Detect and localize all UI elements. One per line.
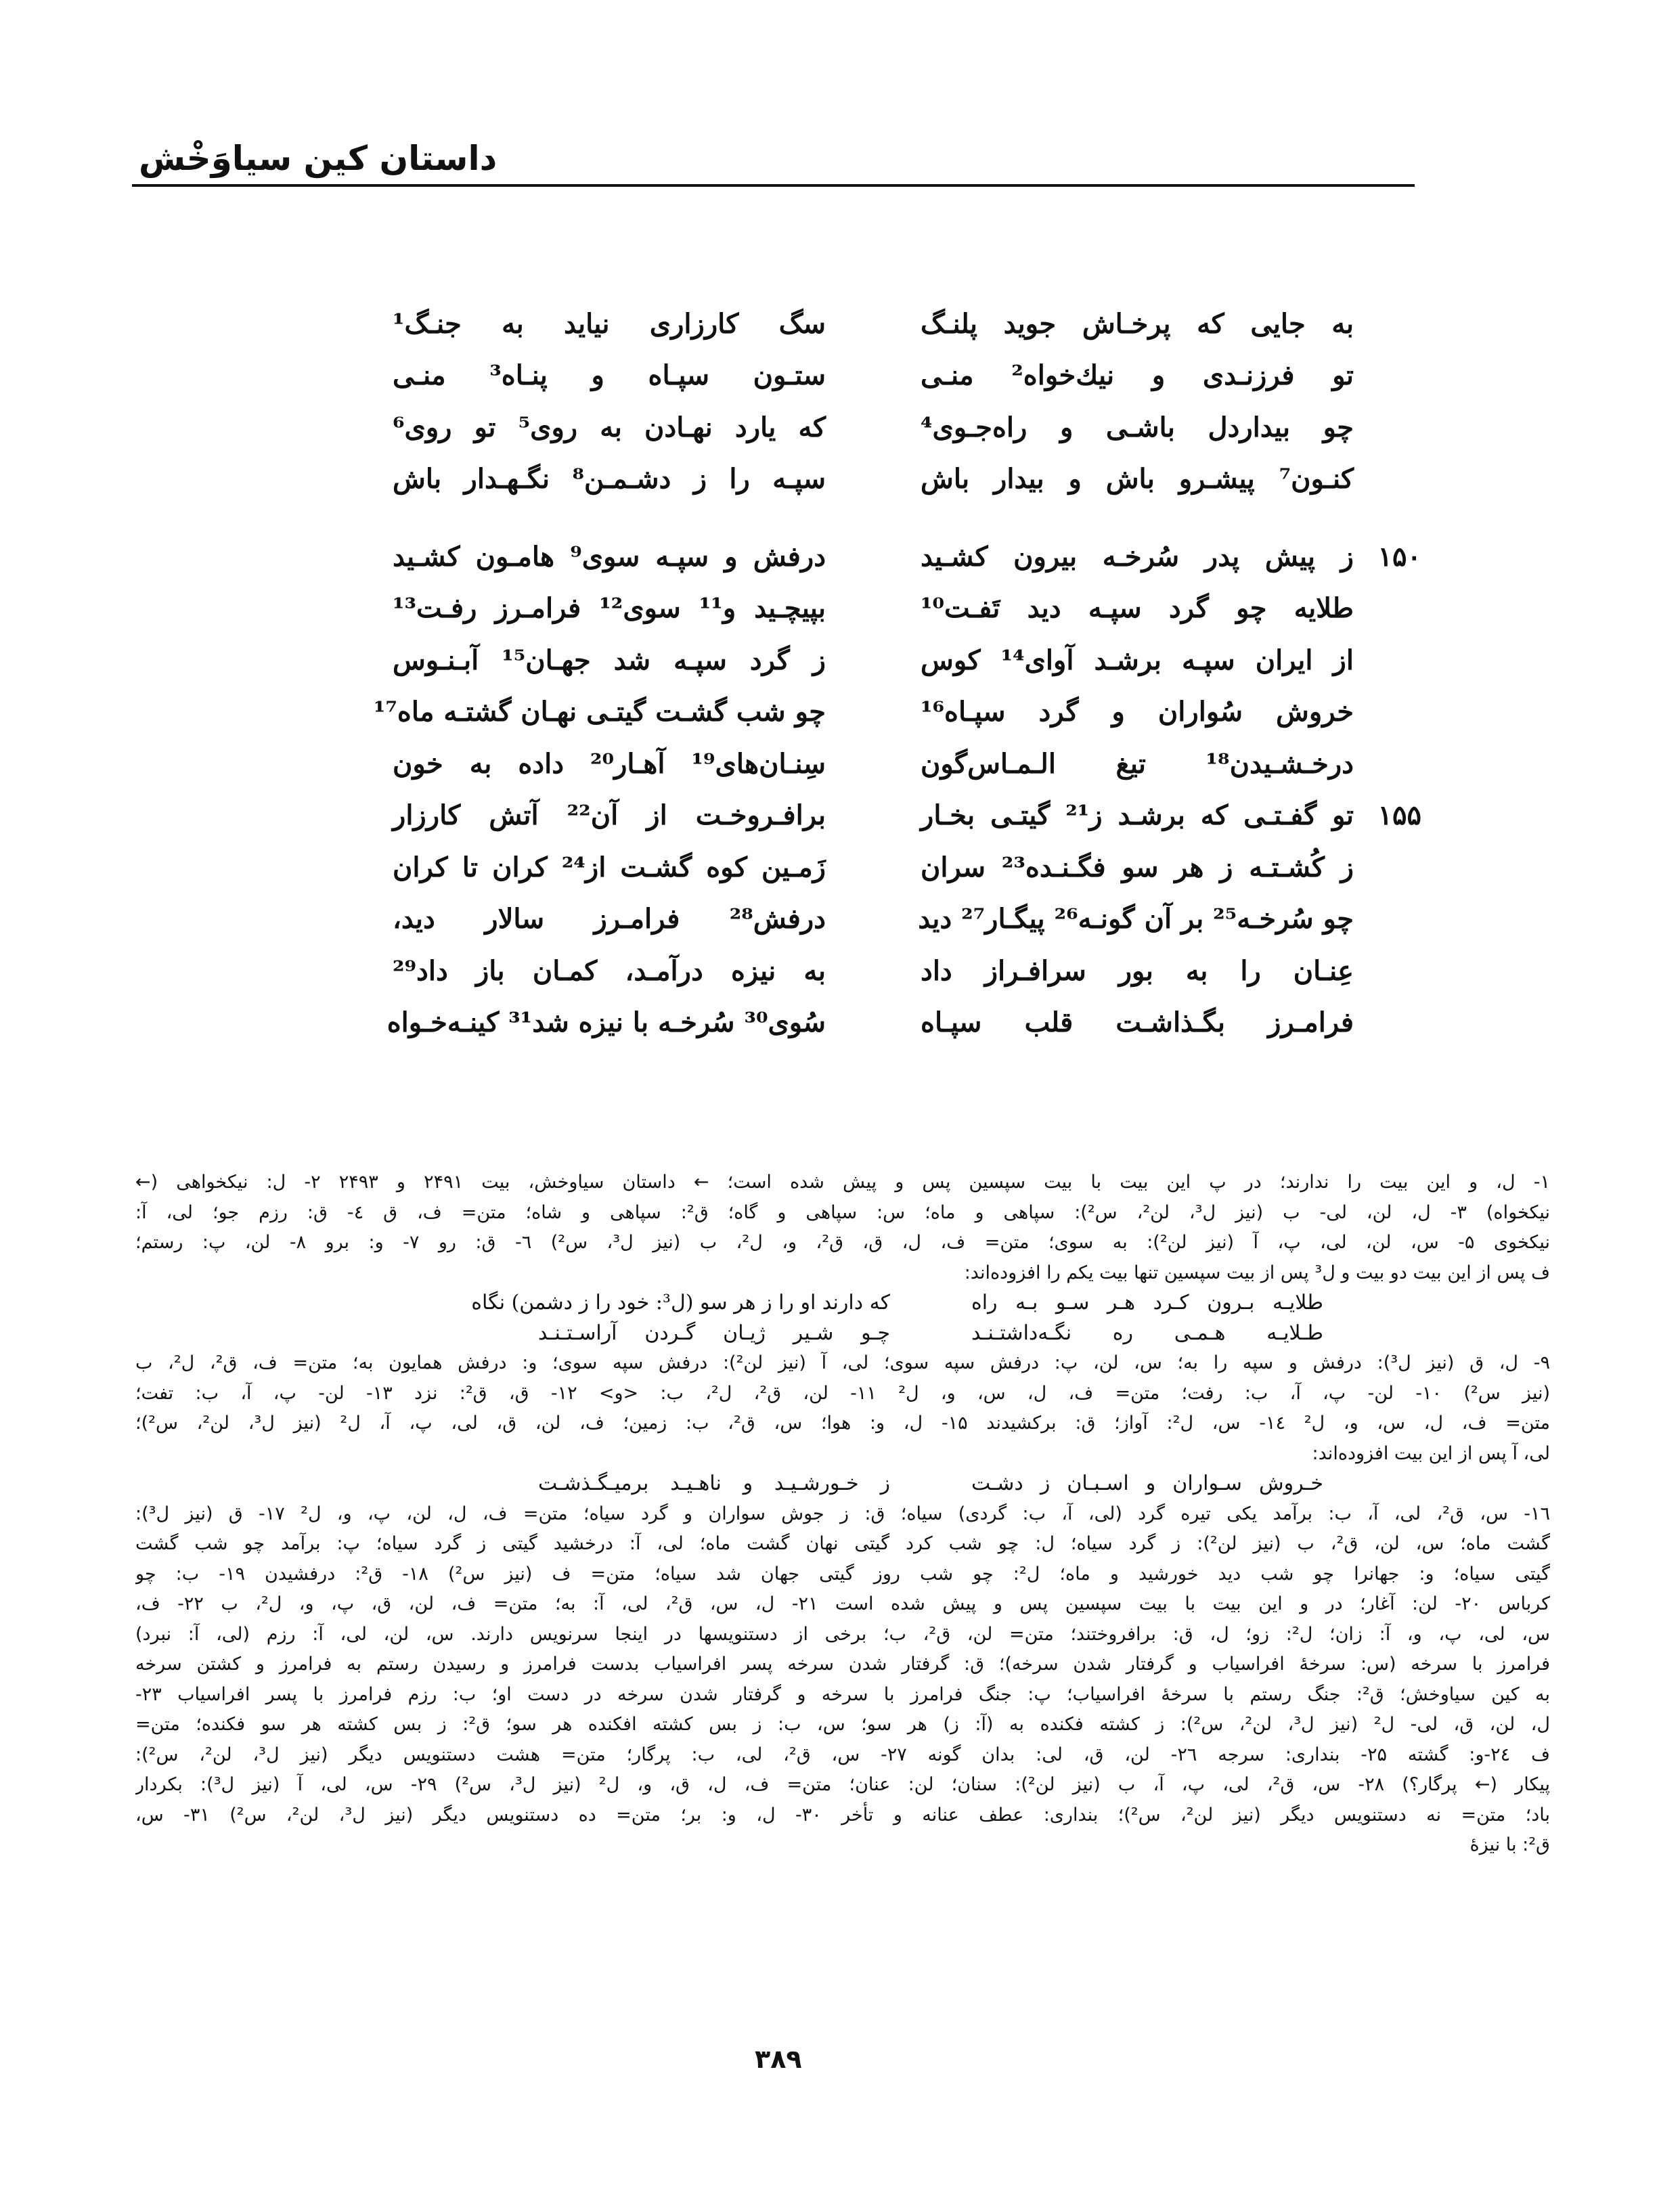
quoted-hemistich-first: خـروش سـواران و اسـبـان ز دشـت	[971, 1472, 1323, 1495]
footnote-line: (نیز س²) ۱۰- لن- پ، آ، ب: رفت؛ متن= ف، ل، س، و، ل² ۱۱- لن، ق²، ل²، ب: <و> ۱۲- ق، ق²: نزد ۱۳- لن- پ، آ، ب: تفت؛	[135, 1382, 1550, 1404]
footnote-line: کرباس ۲۰- لن: آغار؛ در و این بیت با بیت سپسین پس و پیش شده است ۲۱- ل، س، ق²، لی، آ: به؛ متن= ف، لن، ق، پ، و، ل²، ب ۲۲- ف،	[135, 1593, 1550, 1614]
footnote-line: لی، آ پس از این بیت افزوده‌اند:	[1312, 1442, 1550, 1464]
bayt	[244, 997, 1421, 1049]
bayt	[244, 634, 1421, 686]
hemistich-first: چو بیداردل باشـی و راه‌جـوی⁴	[921, 411, 1354, 443]
footnote-line: ۱- ل، و این بیت را ندارند؛ در پ این بیت با بیت سپسین پس و پیش شده است؛ ← داستان سیاوخش، بیت ۲۴۹۱ و ۲۴۹۳ ۲- ل: نیکخواهی (←	[135, 1172, 1550, 1193]
quoted-hemistich-second: چـو شـیر ژیـان گـردن آراسـتـنـد	[538, 1321, 890, 1345]
verse-block	[244, 298, 1421, 1074]
bayt	[244, 350, 1421, 402]
hemistich-first: عِنـان را به بور سرافـراز داد	[921, 954, 1354, 987]
hemistich-first: ز کُشـتـه ز هر سو فگـنـده²³ سران	[921, 851, 1354, 883]
stanza	[244, 298, 1421, 505]
footnote-line: گشت ماه؛ س، لن، ق²، ب (نیز لن²): ز گرد سیاه؛ ل: چو شب کرد گیتی نهان گشت ماه؛ لی، آ: درخشید گیتی ز گرد سیاه؛ پ: برآمد چو شب گشت	[135, 1533, 1550, 1554]
header-rule	[132, 184, 1415, 187]
bayt	[244, 401, 1421, 454]
hemistich-first: از ایران سپـه برشـد آوای¹⁴ کوس	[921, 644, 1354, 676]
footnote-line: ق²: با نیزهٔ	[1469, 1834, 1550, 1855]
quoted-hemistich-second: که دارند او را ز هر سو (ل³: خود را ز دشمن) نگاه	[471, 1291, 890, 1314]
running-title: داستان کین سیاوَخْش	[139, 139, 498, 178]
bayt	[244, 583, 1421, 635]
footnote-line: نیکخوی ۵- س، لن، لی، پ، آ (نیز لن²): به سوی؛ متن= ف، ل، ق، ق²، و، ل²، ب (نیز ل³، س²) ٦- ق: رو ۷- و: برو ۸- لن، پ: رستم؛	[135, 1232, 1550, 1253]
bayt	[244, 454, 1421, 506]
hemistich-second: بپیچـید و¹¹ سوی¹² فرامـرز رفـت¹³	[393, 592, 826, 625]
hemistich-first: تو گفـتـی که برشـد ز²¹ گیتـی بخـار	[921, 799, 1354, 832]
hemistich-second: درفش²⁸ فرامـرز سالار دید،	[393, 903, 826, 935]
hemistich-first: به جایی که پرخـاش جوید پلنـگ	[921, 307, 1354, 340]
hemistich-second: سپـه را ز دشـمـن⁸ نگـهـدار باش	[393, 463, 826, 495]
hemistich-second: به نیزه درآمـد، کمـان باز داد²⁹	[393, 954, 826, 987]
hemistich-second: ستـون سپـاه و پنـاه³ منـی	[393, 359, 826, 392]
hemistich-first: تو فرزنـدی و نیك‌خواه² منـی	[921, 359, 1354, 392]
hemistich-second: درفش و سپـه سوی⁹ هامـون کشـید	[393, 540, 826, 573]
footnote-line: نیکخواه) ۳- ل، لن، لی- ب (نیز ل³، لن²، س²): سپاهی و ماه؛ س: سپاهی و گاه؛ ق²: سپاهی و شاه؛ متن= ف، ق ٤- ق: رزم جو؛ لی، آ:	[135, 1201, 1550, 1223]
hemistich-first: طلایه چو گرد سپـه دید تَفـت¹⁰	[921, 592, 1354, 625]
bayt	[244, 841, 1421, 893]
footnote-line: پیکار (← پرگار؟) ۲۸- س، ق²، لی، پ، آ، ب (نیز لن²): سنان؛ لن: عنان؛ متن= ف، ل، ق، و، ل² (نیز ل³، س²) ۲۹- س، لی، آ (نیز ل³): بکردار	[135, 1774, 1550, 1795]
quoted-bayt	[135, 1469, 1550, 1499]
page-number: ۳۸۹	[755, 2044, 802, 2074]
bayt	[244, 686, 1421, 738]
quoted-bayt	[135, 1319, 1550, 1349]
hemistich-second: برافـروخـت از آن²² آتش کارزار	[393, 799, 826, 832]
footnote-line: باد؛ متن= نه دستنویس دیگر (نیز لن²، س²)؛ بنداری: عطف عنانه و تأخر ۳۰- ل، و: بر؛ متن= ده دستنویس دیگر (نیز ل³، لن²، س²) ۳۱- س،	[135, 1804, 1550, 1826]
hemistich-first: کنـون⁷ پیشـرو باش و بیدار باش	[921, 463, 1354, 495]
hemistich-first: چو سُرخـه²⁵ بر آن گونـه²⁶ پیگـار²⁷ دید	[918, 903, 1354, 935]
footnote-line: ل، لن، ق، لی- ل² (نیز ل³، لن²، س²): ز کشته فکنده به (آ: ز) هر سو؛ س، ب: ز بس کشته افکنده هر سو؛ ق²: ز بس کشته هر سو فکنده؛ متن=	[135, 1714, 1550, 1735]
footnotes	[135, 1168, 1550, 1861]
footnote-line: س، لی، پ، و، آ: زان؛ ل²: زو؛ ل، ق: برافروختند؛ متن= لن، ق²، ب؛ برخی از دستنویسها در اینجا سرنویس دارند. س، لن، لی، آ: رزم (لی، آ: نبرد)	[135, 1623, 1550, 1645]
hemistich-first: خروش سُواران و گرد سپـاه¹⁶	[921, 696, 1354, 728]
line-number: ۱۵۵	[1377, 799, 1421, 832]
hemistich-second: که یارد نهـادن به روی⁵ تو روی⁶	[393, 411, 826, 443]
hemistich-first: درخـشـیدن¹⁸ تیغ الـمـاس‌گون	[921, 747, 1354, 780]
bayt	[244, 531, 1421, 583]
bayt	[244, 790, 1421, 842]
quoted-hemistich-second: ز خـورشـیـد و ناهـیـد برمیـگـذشـت	[538, 1472, 890, 1495]
line-number: ۱۵۰	[1377, 540, 1421, 573]
quoted-hemistich-first: طـلایـه هـمـی ره نگـه‌داشتـنـد	[971, 1321, 1323, 1345]
quoted-hemistich-first: طلایـه بـرون کـرد هـر سـو بـه راه	[971, 1291, 1323, 1314]
stanza	[244, 531, 1421, 1048]
hemistich-first: ز پیش پدر سُرخـه بیرون کشـید	[921, 540, 1354, 573]
hemistich-second: سُوی³⁰ سُرخـه با نیزه شد³¹ کینـه‌خـواه	[386, 1007, 826, 1039]
footnote-line: ۱٦- س، ق²، لی، آ، ب: برآمد یکی تیره گرد (لی، آ، ب: گردی) سیاه؛ ق: ز جوش سواران و گرد سیاه؛ متن= ف، ل، لن، پ، و، ل² ۱۷- ق (نیز ل³):	[135, 1503, 1550, 1524]
bayt	[244, 945, 1421, 997]
hemistich-second: زَمـین کوه گشـت از²⁴ کران تا کران	[393, 851, 826, 883]
hemistich-second: سِنـان‌های¹⁹ آهـار²⁰ داده به خون	[393, 747, 826, 780]
footnote-line: متن= ف، ل، س، و، ل² ۱٤- س، ل²: آواز؛ ق: برکشیدند ۱۵- ل، و: هوا؛ س، ق²، ب: زمین؛ ف، لن، ق، لی، پ، آ، ل² (نیز ل³، لن²، س²)؛	[135, 1413, 1550, 1434]
hemistich-second: سگ کارزاری نیاید به جنـگ¹	[393, 307, 826, 340]
quoted-bayt	[135, 1288, 1550, 1319]
hemistich-second: ز گرد سپـه شد جهـان¹⁵ آبـنـوس	[393, 644, 826, 676]
hemistich-second: چو شب گشـت گیتـی نهـان گشتـه ماه¹⁷	[373, 696, 826, 728]
hemistich-first: فرامـرز بگـذاشـت قلب سپـاه	[921, 1007, 1354, 1039]
footnote-line: ۹- ل، ق (نیز ل³): درفش و سپه را به؛ س، لن، پ: درفش سپه سوی؛ لی، آ (نیز لن²): درفش سپه سوی؛ و: درفش همایون به؛ متن= ف، ق²، ل²، ب	[135, 1352, 1550, 1373]
footnote-line: ف پس از این بیت دو بیت و ل³ پس از بیت سپسین تنها بیت یکم را افزوده‌اند:	[964, 1262, 1550, 1283]
footnote-line: گیتی سیاه؛ و: جهانرا چو شب دید خورشید و ماه؛ ل²: چو شب روز گیتی جهان شد سیاه؛ متن= ف (نیز س²) ۱۸- ق²: درفشیدن ۱۹- ب: چو	[135, 1563, 1550, 1585]
bayt	[244, 893, 1421, 946]
bayt	[244, 298, 1421, 350]
bayt	[244, 738, 1421, 790]
footnote-line: ف ۲٤-و: گشته ۲۵- بنداری: سرجه ۲٦- لن، ق، لی: بدان گونه ۲۷- س، ق²، لی، ب: پرگار؛ متن= هشت دستنویس دیگر (نیز ل³، لن²، س²):	[135, 1744, 1550, 1765]
footnote-line: به کین سیاوخش؛ ق²: جنگ رستم با سرخهٔ افراسیاب؛ پ: جنگ فرامرز با سرخه و گرفتار شدن سرخه در دست او؛ ب: رزم فرامرز با پسر افراسیاب ۲۳-	[135, 1683, 1550, 1705]
footnote-line: فرامرز با سرخه (س: سرخهٔ افراسیاب و گرفتار شدن سرخه)؛ ق: گرفتار شدن سرخه پسر افراسیاب بدست فرامرز و رسیدن رستم به فرامرز و کشتن سرخه	[135, 1654, 1550, 1675]
